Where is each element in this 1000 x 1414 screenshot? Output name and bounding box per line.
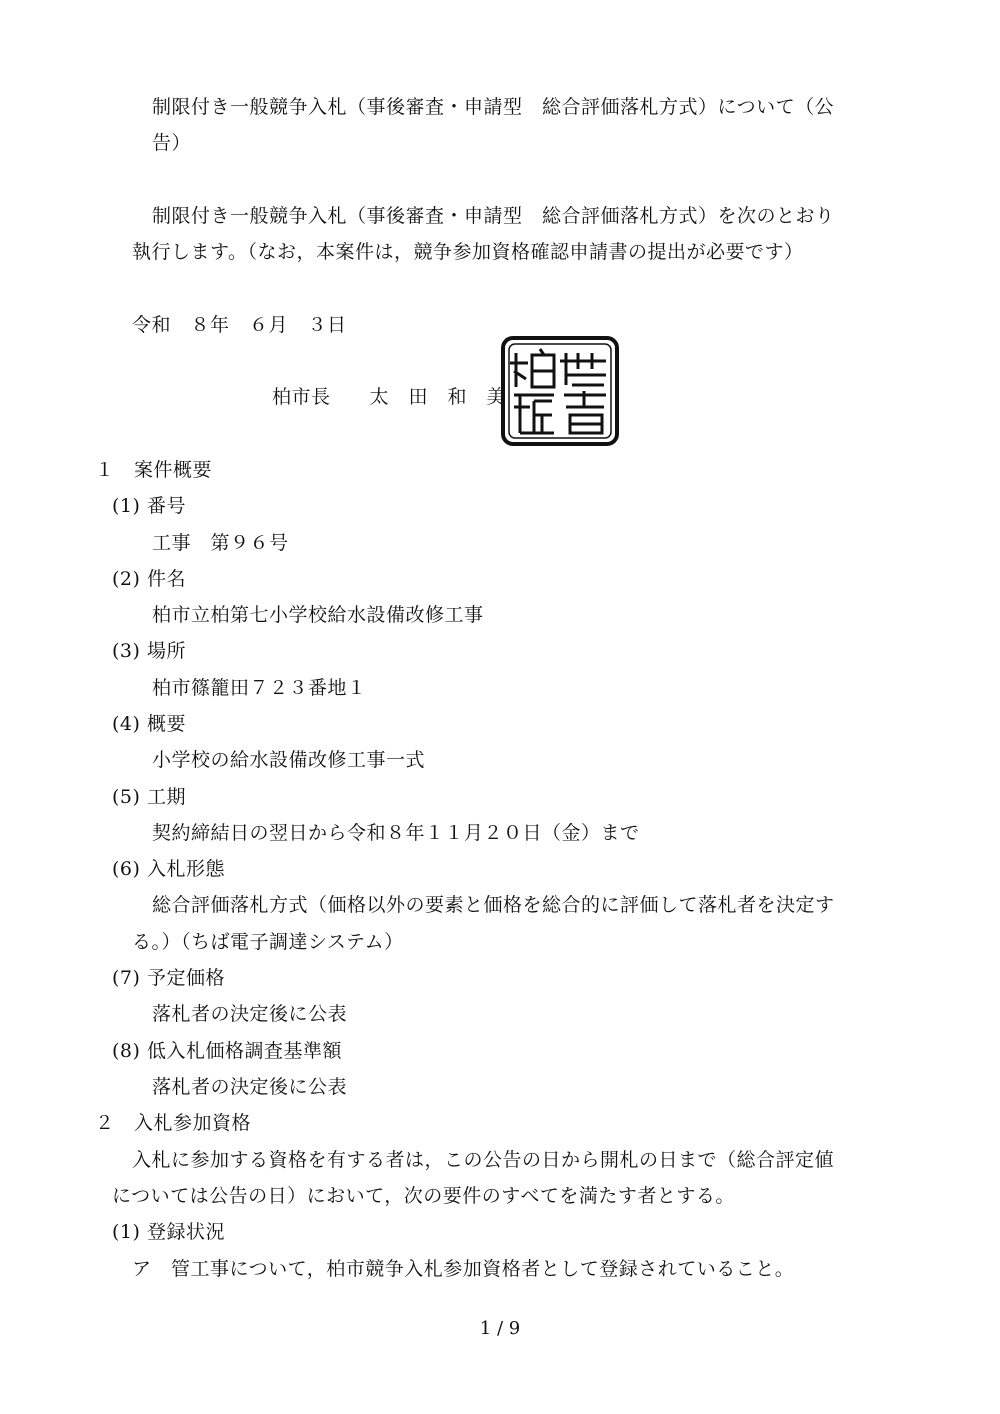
item-1-value: 工事 第９６号 [152,532,289,554]
title-line-2: 告） [152,132,192,154]
item-8-label: (8) 低入札価格調査基準額 [112,1040,342,1062]
item-6-value: 総合評価落札方式（価格以外の要素と価格を総合的に評価して落札者を決定す [152,894,835,916]
section-2-sub-1-a: ア 管工事について，柏市競争入札参加資格者として登録されていること。 [132,1258,795,1280]
intro-line-1: 制限付き一般競争入札（事後審査・申請型 総合評価落札方式）を次のとおり [152,205,835,227]
item-3-value: 柏市篠籠田７２３番地１ [152,677,367,699]
notice-date: 令和 ８年 ６月 ３日 [132,314,347,336]
item-5-value: 契約締結日の翌日から令和８年１１月２０日（金）まで [152,822,640,844]
item-2-value: 柏市立柏第七小学校給水設備改修工事 [152,604,484,626]
item-2-label: (2) 件名 [112,568,186,590]
signer-name: 柏市長 太 田 和 美 [272,386,507,408]
item-5-label: (5) 工期 [112,786,186,808]
item-7-label: (7) 予定価格 [112,967,225,989]
section-2-para-line-2: については公告の日）において，次の要件のすべてを満たす者とする。 [112,1185,735,1207]
section-2-para-line-1: 入札に参加する資格を有する者は，この公告の日から開札の日まで（総合評定値 [132,1149,835,1171]
item-4-value: 小学校の給水設備改修工事一式 [152,749,426,771]
official-seal-icon [500,335,620,447]
item-1-label: (1) 番号 [112,495,186,517]
intro-line-2: 執行します。（なお，本案件は，競争参加資格確認申請書の提出が必要です） [132,241,804,263]
item-8-value: 落札者の決定後に公表 [152,1076,348,1098]
item-6-value-cont: る。）（ちば電子調達システム） [132,931,404,953]
item-7-value: 落札者の決定後に公表 [152,1003,348,1025]
item-4-label: (4) 概要 [112,713,186,735]
section-2-heading: ２ 入札参加資格 [95,1112,252,1134]
page-number: 1 / 9 [479,1318,521,1339]
title-line-1: 制限付き一般競争入札（事後審査・申請型 総合評価落札方式）について（公 [152,96,835,118]
section-2-sub-1: (1) 登録状況 [112,1221,225,1243]
item-6-label: (6) 入札形態 [112,858,225,880]
section-1-heading: １ 案件概要 [95,459,213,481]
item-3-label: (3) 場所 [112,640,186,662]
